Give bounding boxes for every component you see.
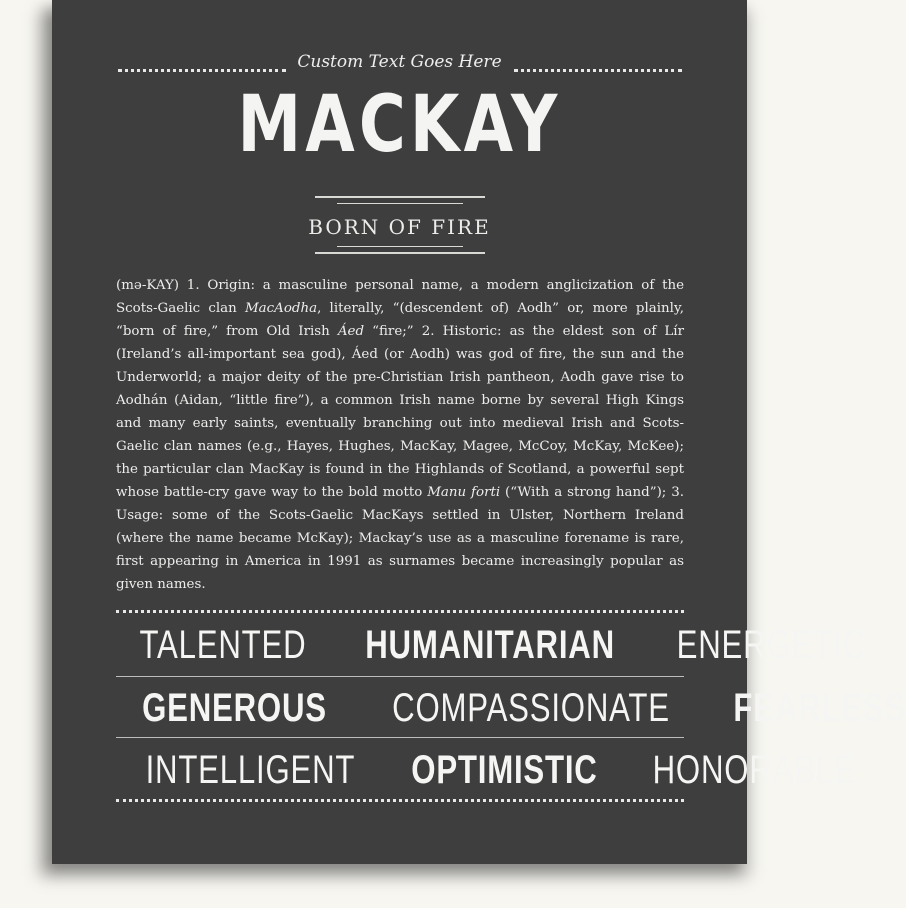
definition-clan-name: MacAodha xyxy=(244,301,318,316)
definition-motto: Manu forti xyxy=(427,485,501,500)
trait-word: GENEROUS xyxy=(142,685,327,730)
trait-word: ENERGETIC xyxy=(676,622,866,667)
definition-text-4: (“With a strong hand”); 3. Usage: some of the Scots-Gaelic MacKays settled in Ulster, Northern Ireland (where the name became McKay); Mackay’s use as a masculine forename is rare, first appearing in America in 1991 as surnames became increasingly popular as given names. xyxy=(116,485,684,592)
traits-bottom-dotted-rule xyxy=(116,799,684,802)
name-poster xyxy=(52,0,906,864)
definition-text-1: 1. Origin: a masculine personal name, a modern anglicization of the Scots-Gaelic clan xyxy=(116,278,684,316)
name-meaning: BORN OF FIRE xyxy=(308,215,491,239)
name-definition xyxy=(116,274,684,596)
trait-word: OPTIMISTIC xyxy=(411,747,598,792)
trait-word: COMPASSIONATE xyxy=(392,685,670,730)
traits-row-3 xyxy=(116,745,856,795)
traits-top-dotted-rule xyxy=(116,610,684,613)
custom-text: Custom Text Goes Here xyxy=(297,52,502,72)
definition-text-3: “fire;” 2. Historic: as the eldest son of Lír (Ireland’s all-important sea god), Áed (or Aodh) was god of fire, the sun and the Underworld; a major deity of the pre-Christian Irish pantheon, Aodh gave rise to Aodhán (Aidan, “little fire”), a common Irish name borne by several High Kings and many early saints, eventually branching out into medieval Irish and Scots-Gaelic clan names (e.g., Hayes, Hughes, MacKay, Magee, McCoy, McKay, McKee); the particular clan MacKay is found in the Highlands of Scotland, a powerful sept whose battle-cry gave way to the bold motto xyxy=(116,324,684,500)
definition-old-irish-term: Áed xyxy=(337,324,365,339)
traits-divider-1 xyxy=(116,676,684,677)
name-underline-lower xyxy=(337,203,463,204)
trait-word: INTELLIGENT xyxy=(145,747,356,792)
name-underline-upper xyxy=(315,196,485,198)
traits-row-2 xyxy=(116,683,906,733)
name-title: MACKAY xyxy=(237,80,562,170)
meaning-underline-lower xyxy=(315,252,485,254)
meaning-underline-upper xyxy=(337,246,463,247)
trait-word: TALENTED xyxy=(139,622,307,667)
definition-pronunciation: (mə-KAY) xyxy=(116,278,180,293)
trait-word: HONORABLE xyxy=(652,747,856,792)
trait-word: HUMANITARIAN xyxy=(365,622,615,667)
traits-divider-2 xyxy=(116,737,684,738)
traits-row-1 xyxy=(116,620,866,670)
trait-word: FEARLESS xyxy=(733,685,906,730)
definition-text-2: , literally, “(descendent of) Aodh” or, more plainly, “born of fire,” from Old Irish xyxy=(116,301,684,339)
